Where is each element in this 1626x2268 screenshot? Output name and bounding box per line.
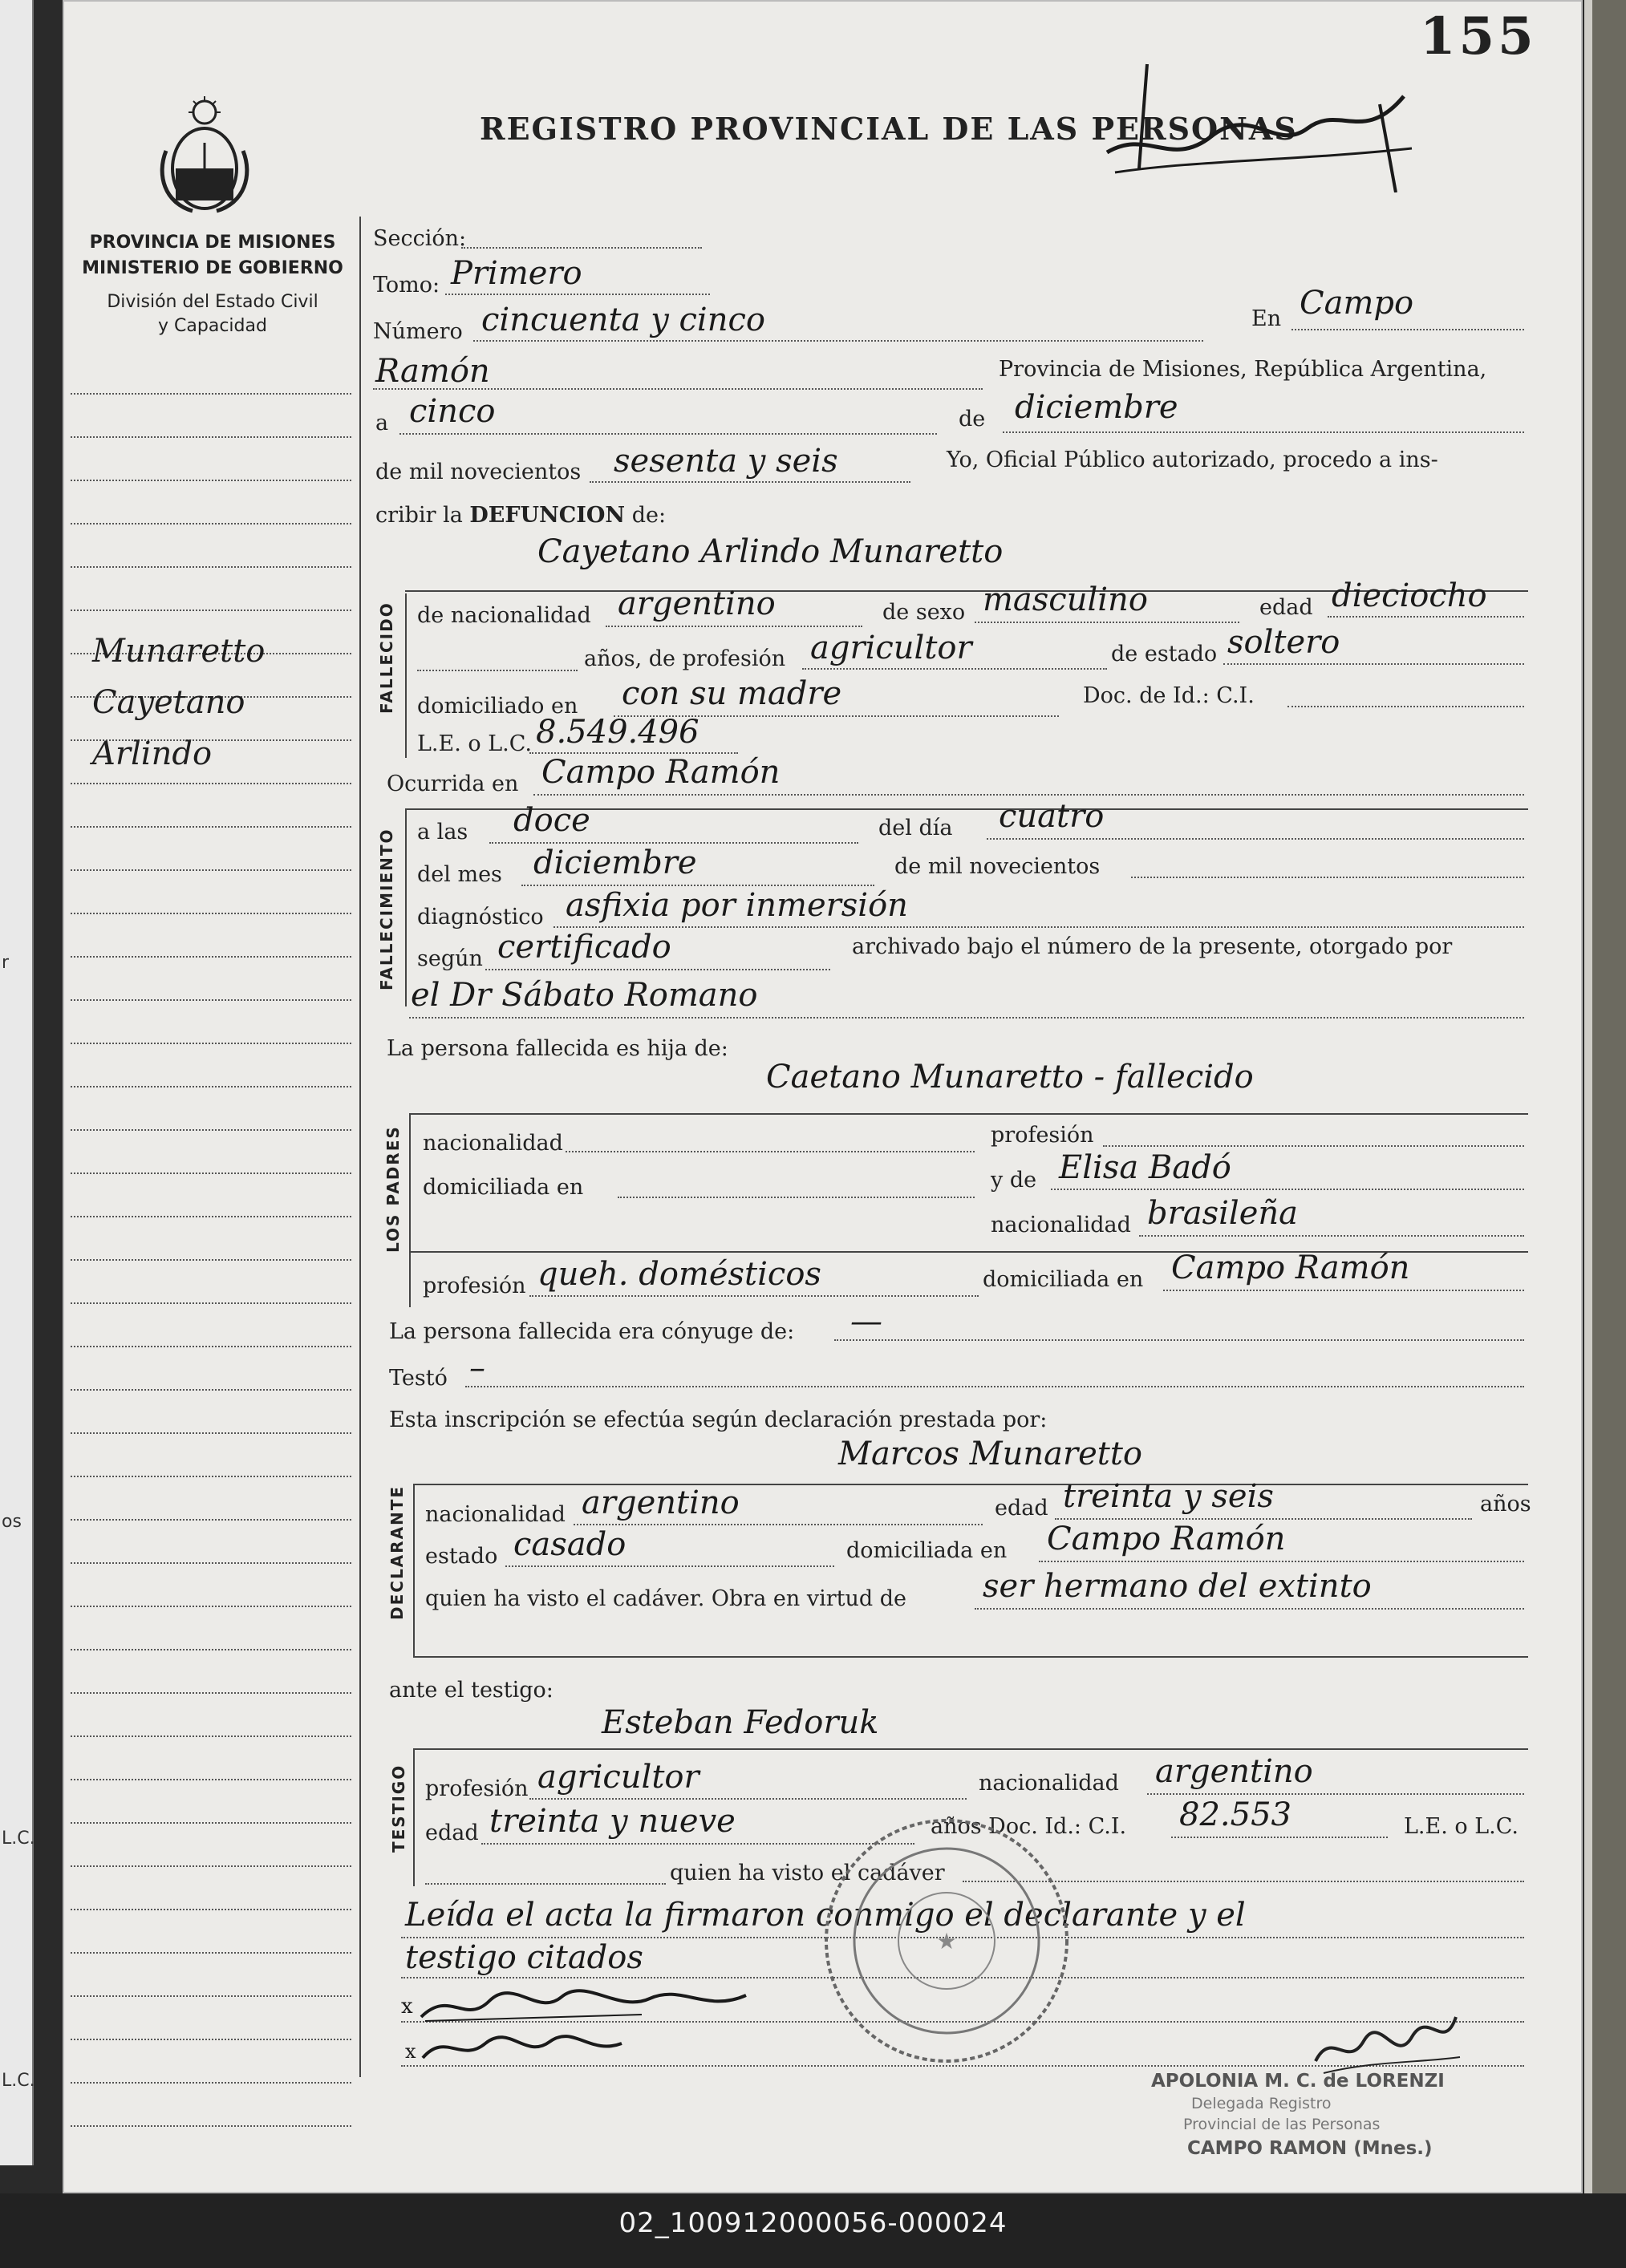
field-line bbox=[553, 926, 1524, 928]
cadaver-label: quien ha visto el cadáver. Obra en virtud de bbox=[425, 1586, 907, 1611]
margin-rule-line bbox=[71, 1389, 351, 1391]
otorgado-value: el Dr Sábato Romano bbox=[411, 977, 758, 1014]
testigo-le-label: L.E. o L.C. bbox=[1404, 1814, 1519, 1839]
field-line bbox=[473, 340, 1203, 342]
madre-domicilio-label: domiciliada en bbox=[983, 1267, 1144, 1292]
inscribir-text: cribir la DEFUNCION de: bbox=[375, 503, 667, 528]
edad-label: edad bbox=[1259, 595, 1313, 620]
field-line bbox=[1163, 1290, 1524, 1291]
coat-of-arms-icon bbox=[156, 95, 253, 215]
margin-rule-line bbox=[71, 2082, 351, 2084]
en-label: En bbox=[1251, 306, 1282, 331]
edge-mark: os bbox=[2, 1512, 22, 1532]
svg-text:x: x bbox=[401, 1995, 413, 2019]
margin-rule-line bbox=[71, 1346, 351, 1347]
padre-profesion-label: profesión bbox=[991, 1123, 1094, 1148]
margin-rule-line bbox=[71, 783, 351, 784]
margin-rule-line bbox=[71, 1562, 351, 1564]
field-line bbox=[1171, 1837, 1388, 1838]
field-line bbox=[373, 388, 983, 390]
seccion-label: Sección: bbox=[373, 226, 467, 251]
section-rule bbox=[413, 1748, 1528, 1750]
margin-rule-line bbox=[71, 1129, 351, 1131]
field-line bbox=[1291, 329, 1524, 330]
domicilio-value: con su madre bbox=[622, 675, 842, 712]
archivado-text: archivado bajo el número de la presente, otorgado por bbox=[852, 934, 1453, 959]
field-line bbox=[566, 1151, 975, 1152]
del-dia-label: del día bbox=[878, 816, 953, 840]
field-line bbox=[1287, 706, 1524, 707]
field-line bbox=[1139, 1235, 1524, 1237]
declarante-intro: Esta inscripción se efectúa según declaración prestada por: bbox=[389, 1407, 1048, 1432]
field-line bbox=[489, 842, 858, 844]
field-line bbox=[505, 1565, 834, 1567]
field-line bbox=[975, 622, 1239, 623]
margin-rule-line bbox=[71, 826, 351, 828]
margin-rule-line bbox=[71, 1649, 351, 1650]
nacionalidad-label: de nacionalidad bbox=[417, 603, 591, 628]
margin-rule-line bbox=[71, 1519, 351, 1521]
margin-rule-line bbox=[71, 2125, 351, 2127]
dia-value: cuatro bbox=[999, 798, 1105, 835]
field-line bbox=[618, 1197, 975, 1198]
field-line bbox=[529, 1295, 979, 1297]
testigo-edad-label: edad bbox=[425, 1820, 479, 1845]
year-value: sesenta y seis bbox=[614, 443, 838, 480]
margin-rule-line bbox=[71, 1086, 351, 1087]
testo-label: Testó bbox=[389, 1366, 448, 1391]
institution-line: y Capacidad bbox=[158, 316, 267, 336]
column-divider bbox=[359, 217, 361, 2077]
field-line bbox=[1055, 1518, 1472, 1520]
svg-text:★: ★ bbox=[936, 1928, 957, 1954]
field-line bbox=[445, 294, 710, 295]
hora-value: doce bbox=[513, 802, 590, 839]
padre-name: Caetano Munaretto - fallecido bbox=[766, 1059, 1254, 1096]
section-rule bbox=[409, 1113, 1528, 1115]
field-line bbox=[485, 969, 830, 970]
stamp-line: Delegada Registro bbox=[1191, 2095, 1332, 2112]
field-line bbox=[1039, 1561, 1524, 1562]
diagnostico-value: asfixia por inmersión bbox=[566, 887, 908, 924]
padre-domicilio-label: domiciliada en bbox=[423, 1175, 584, 1200]
field-line bbox=[1103, 1145, 1524, 1147]
declarante-edad-label: edad bbox=[995, 1496, 1048, 1521]
tomo-value: Primero bbox=[451, 255, 582, 292]
margin-rule-line bbox=[71, 1995, 351, 1997]
madre-profesion-label: profesión bbox=[423, 1274, 526, 1298]
margin-rule-line bbox=[71, 1476, 351, 1477]
page-number: 155 bbox=[1420, 6, 1537, 67]
field-line bbox=[802, 668, 1107, 670]
madre-profesion-value: queh. domésticos bbox=[537, 1256, 821, 1293]
edad-value: dieciocho bbox=[1332, 577, 1487, 614]
margin-rule-line bbox=[71, 480, 351, 481]
closing-line: Leída el acta la firmaron conmigo el declarante y el bbox=[405, 1897, 1246, 1934]
margin-rule-line bbox=[71, 1172, 351, 1174]
margin-rule-line bbox=[71, 2039, 351, 2040]
field-line bbox=[1223, 663, 1524, 665]
field-line bbox=[461, 247, 702, 249]
margin-rule-line bbox=[71, 1909, 351, 1910]
de-label: de bbox=[959, 407, 986, 431]
domicilio-label: domiciliado en bbox=[417, 694, 578, 719]
section-rule bbox=[413, 1656, 1528, 1658]
testigo-section-label: TESTIGO bbox=[389, 1764, 408, 1853]
sexo-value: masculino bbox=[983, 581, 1148, 618]
margin-note-line: Munaretto bbox=[92, 633, 266, 670]
declarante-signature-icon bbox=[401, 1981, 754, 2029]
declarante-edad-value: treinta y seis bbox=[1063, 1478, 1274, 1515]
testigo-edad-value: treinta y nueve bbox=[489, 1803, 736, 1840]
adjacent-page-edge bbox=[0, 0, 34, 2165]
y-de-label: y de bbox=[991, 1168, 1037, 1193]
numero-value: cincuenta y cinco bbox=[481, 302, 765, 338]
testigo-cadaver-label: quien ha visto el cadáver bbox=[670, 1861, 945, 1885]
declarante-anos-label: años bbox=[1480, 1492, 1531, 1517]
provincia-text: Provincia de Misiones, República Argentina, bbox=[999, 357, 1487, 382]
fallecido-section-label: FALLECIDO bbox=[377, 601, 396, 714]
estado-label: de estado bbox=[1111, 642, 1218, 666]
le-value: 8.549.496 bbox=[536, 714, 699, 751]
segun-label: según bbox=[417, 946, 483, 971]
tomo-label: Tomo: bbox=[373, 273, 440, 298]
margin-rule-line bbox=[71, 869, 351, 871]
year-label: de mil novecientos bbox=[375, 460, 582, 484]
testigo-doc-label: años Doc. Id.: C.I. bbox=[931, 1814, 1127, 1839]
month-value: diciembre bbox=[1015, 389, 1178, 426]
official-seal-icon bbox=[818, 1812, 1075, 2069]
profesion-value: agricultor bbox=[810, 630, 972, 666]
testigo-profesion-value: agricultor bbox=[537, 1759, 699, 1796]
numero-label: Número bbox=[373, 319, 463, 344]
mil-novecientos-label: de mil novecientos bbox=[894, 854, 1101, 879]
field-line bbox=[399, 433, 937, 435]
testo-value: – bbox=[469, 1350, 485, 1387]
deceased-name: Cayetano Arlindo Munaretto bbox=[537, 533, 1004, 570]
field-line bbox=[1328, 616, 1524, 618]
conyuge-value: — bbox=[850, 1303, 882, 1340]
image-caption: 02_100912000056-000024 bbox=[618, 2207, 1008, 2239]
certificado-value: certificado bbox=[497, 929, 671, 966]
stamp-line: Provincial de las Personas bbox=[1183, 2116, 1381, 2133]
ocurrida-value: Campo Ramón bbox=[541, 754, 781, 791]
conyuge-label: La persona fallecida era cónyuge de: bbox=[389, 1319, 795, 1344]
edge-mark: r bbox=[2, 953, 10, 973]
madre-name: Elisa Badó bbox=[1059, 1149, 1231, 1186]
stamp-name: APOLONIA M. C. de LORENZI bbox=[1151, 2071, 1445, 2092]
margin-rule-line bbox=[71, 436, 351, 438]
field-line bbox=[409, 1017, 1524, 1019]
section-rule bbox=[413, 1485, 415, 1658]
place-value: Ramón bbox=[375, 353, 490, 390]
del-mes-label: del mes bbox=[417, 862, 502, 887]
margin-rule-line bbox=[71, 956, 351, 958]
field-line bbox=[521, 885, 874, 886]
madre-domicilio-value: Campo Ramón bbox=[1171, 1249, 1410, 1286]
testigo-nacionalidad-value: argentino bbox=[1155, 1753, 1313, 1790]
madre-nacionalidad-label: nacionalidad bbox=[991, 1213, 1131, 1237]
testigo-profesion-label: profesión bbox=[425, 1776, 529, 1801]
declarante-nacionalidad-label: nacionalidad bbox=[425, 1502, 566, 1527]
institution-line: División del Estado Civil bbox=[107, 292, 318, 312]
margin-rule-line bbox=[71, 610, 351, 611]
margin-rule-line bbox=[71, 999, 351, 1001]
book-cover-edge bbox=[1592, 0, 1626, 2197]
field-line bbox=[574, 1524, 983, 1525]
margin-rule-line bbox=[71, 1432, 351, 1434]
cadaver-value: ser hermano del extinto bbox=[983, 1568, 1372, 1605]
declarante-nacionalidad-value: argentino bbox=[582, 1484, 740, 1521]
margin-rule-line bbox=[71, 1952, 351, 1954]
field-line bbox=[590, 481, 910, 483]
institution-line: PROVINCIA DE MISIONES bbox=[89, 233, 336, 253]
mes-value: diciembre bbox=[533, 844, 697, 881]
declarante-domicilio-value: Campo Ramón bbox=[1047, 1521, 1286, 1557]
madre-nacionalidad-value: brasileña bbox=[1147, 1195, 1298, 1232]
en-value: Campo bbox=[1300, 285, 1414, 322]
field-line bbox=[533, 794, 1524, 796]
margin-rule-line bbox=[71, 1216, 351, 1217]
margin-rule-line bbox=[71, 1606, 351, 1607]
declarante-section-label: DECLARANTE bbox=[387, 1484, 407, 1620]
testigo-signature-icon bbox=[405, 2027, 646, 2068]
margin-rule-line bbox=[71, 1865, 351, 1867]
padres-section-label: LOS PADRES bbox=[383, 1125, 403, 1253]
oficial-text: Yo, Oficial Público autorizado, procedo a ins- bbox=[947, 448, 1438, 472]
testigo-nacionalidad-label: nacionalidad bbox=[979, 1771, 1119, 1796]
section-rule bbox=[405, 810, 407, 1006]
field-line bbox=[1147, 1793, 1524, 1795]
padre-nacionalidad-label: nacionalidad bbox=[423, 1131, 563, 1156]
fallecimiento-section-label: FALLECIMIENTO bbox=[377, 828, 396, 990]
margin-rule-line bbox=[71, 1822, 351, 1824]
padres-intro: La persona fallecida es hija de: bbox=[387, 1036, 728, 1061]
testigo-intro: ante el testigo: bbox=[389, 1678, 553, 1703]
field-line bbox=[529, 1798, 967, 1800]
svg-text:x: x bbox=[405, 2040, 416, 2063]
doc-label: Doc. de Id.: C.I. bbox=[1083, 683, 1255, 708]
section-rule bbox=[405, 593, 407, 758]
field-line bbox=[834, 1339, 1524, 1341]
header-signature-icon bbox=[1099, 32, 1420, 192]
margin-rule-line bbox=[71, 1735, 351, 1737]
margin-rule-line bbox=[71, 393, 351, 395]
le-label: L.E. o L.C. bbox=[417, 731, 533, 756]
testigo-doc-value: 82.553 bbox=[1179, 1796, 1291, 1833]
margin-annotation bbox=[92, 626, 333, 780]
page-title: REGISTRO PROVINCIAL DE LAS PERSONAS bbox=[480, 111, 1298, 147]
margin-rule-line bbox=[71, 523, 351, 524]
declarante-estado-label: estado bbox=[425, 1544, 498, 1569]
field-line bbox=[425, 1883, 666, 1885]
field-line bbox=[975, 1608, 1524, 1610]
day-value: cinco bbox=[409, 393, 496, 430]
testigo-name: Esteban Fedoruk bbox=[602, 1704, 879, 1741]
section-rule bbox=[413, 1484, 1528, 1485]
diagnostico-label: diagnóstico bbox=[417, 905, 544, 929]
declarante-name: Marcos Munaretto bbox=[838, 1436, 1143, 1472]
field-line bbox=[465, 1386, 1524, 1387]
closing-line: testigo citados bbox=[405, 1939, 643, 1976]
section-rule bbox=[409, 1115, 411, 1307]
field-line bbox=[606, 626, 862, 627]
field-line bbox=[417, 670, 578, 671]
ocurrida-label: Ocurrida en bbox=[387, 772, 519, 796]
field-line bbox=[1131, 877, 1524, 878]
field-line bbox=[987, 838, 1524, 840]
declarante-estado-value: casado bbox=[513, 1526, 626, 1563]
margin-rule-line bbox=[71, 913, 351, 914]
field-line bbox=[1051, 1189, 1524, 1190]
margin-rule-line bbox=[71, 1779, 351, 1780]
margin-note-line: Arlindo bbox=[92, 735, 213, 772]
institution-line: MINISTERIO DE GOBIERNO bbox=[82, 258, 343, 278]
declarante-domicilio-label: domiciliada en bbox=[846, 1538, 1008, 1563]
margin-rule-line bbox=[71, 1302, 351, 1304]
field-line bbox=[1003, 431, 1524, 433]
estado-value: soltero bbox=[1227, 624, 1340, 661]
margin-rule-line bbox=[71, 1043, 351, 1044]
edge-mark: L.C. bbox=[2, 2071, 35, 2091]
margin-note-line: Cayetano bbox=[92, 684, 245, 721]
edge-mark: L.C. bbox=[2, 1829, 35, 1849]
section-rule bbox=[413, 1750, 415, 1886]
margin-rule-line bbox=[71, 566, 351, 568]
nacionalidad-value: argentino bbox=[618, 585, 776, 622]
sexo-label: de sexo bbox=[882, 600, 966, 625]
a-label: a bbox=[375, 411, 389, 435]
a-las-label: a las bbox=[417, 820, 468, 844]
anos-profesion-label: años, de profesión bbox=[584, 646, 786, 671]
margin-rule-line bbox=[71, 1259, 351, 1261]
stamp-location: CAMPO RAMON (Mnes.) bbox=[1187, 2138, 1433, 2159]
margin-rule-line bbox=[71, 1692, 351, 1694]
